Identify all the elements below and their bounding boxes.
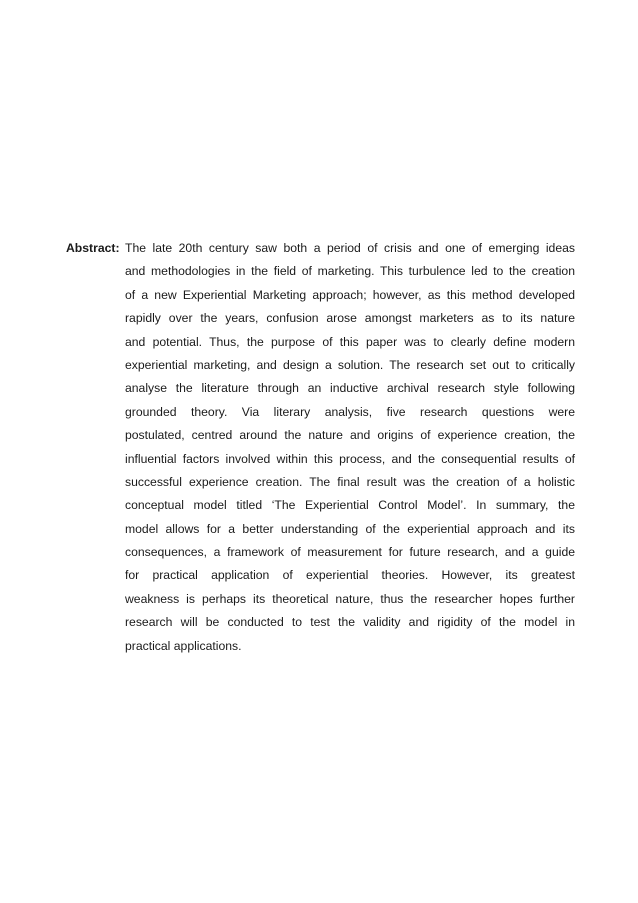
abstract-line: conceptual model titled ‘The Experiential Control Model’. In summary, the bbox=[125, 498, 575, 513]
abstract-line: research will be conducted to test the validity and rigidity of the model in bbox=[125, 615, 575, 630]
abstract-line: for practical application of experiential theories. However, its greatest bbox=[125, 568, 575, 583]
abstract-line: and methodologies in the field of marketing. This turbulence led to the creation bbox=[125, 264, 575, 279]
abstract-line: and potential. Thus, the purpose of this paper was to clearly define modern bbox=[125, 334, 575, 349]
abstract-line: weakness is perhaps its theoretical nature, thus the researcher hopes further bbox=[125, 591, 575, 606]
abstract-line: postulated, centred around the nature and origins of experience creation, the bbox=[125, 428, 575, 443]
abstract-line: experiential marketing, and design a solution. The research set out to critically bbox=[125, 357, 575, 372]
abstract-line: successful experience creation. The final result was the creation of a holistic bbox=[125, 474, 575, 489]
abstract-section bbox=[66, 237, 575, 658]
abstract-line: The late 20th century saw both a period of crisis and one of emerging ideas bbox=[125, 241, 575, 255]
abstract-line: analyse the literature through an inductive archival research style following bbox=[125, 381, 575, 396]
abstract-line: grounded theory. Via literary analysis, five research questions were bbox=[125, 404, 575, 419]
abstract-line: rapidly over the years, confusion arose amongst marketers as to its nature bbox=[125, 311, 575, 326]
abstract-line: of a new Experiential Marketing approach; however, as this method developed bbox=[125, 287, 575, 302]
abstract-label: Abstract: bbox=[66, 241, 120, 255]
abstract-text bbox=[125, 237, 575, 658]
abstract-line: practical applications. bbox=[125, 638, 242, 653]
abstract-line: influential factors involved within this process, and the consequential results of bbox=[125, 451, 575, 466]
abstract-line: model allows for a better understanding of the experiential approach and its bbox=[125, 521, 575, 536]
abstract-line: consequences, a framework of measurement for future research, and a guide bbox=[125, 545, 575, 560]
